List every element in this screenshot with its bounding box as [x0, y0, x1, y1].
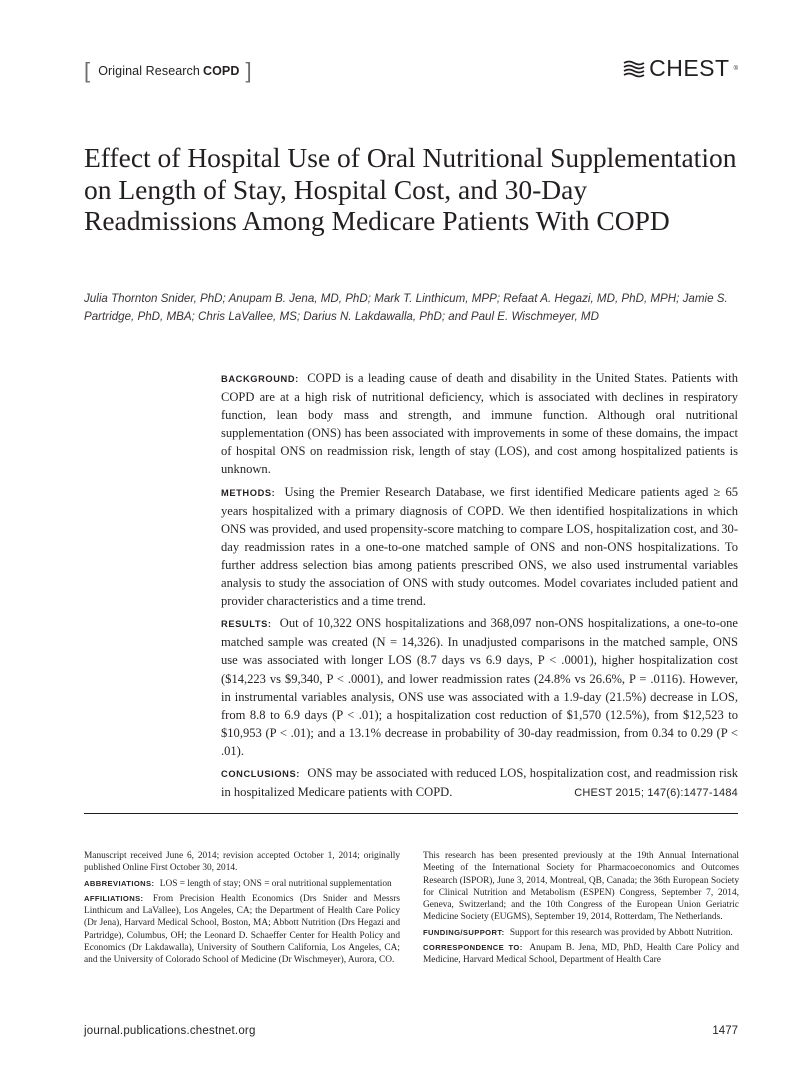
author-list: Julia Thornton Snider, PhD; Anupam B. Jena, MD, PhD; Mark T. Linthicum, MPP; Refaat A. Hegazi, MD, PhD, MPH; Jamie S. Partridge, PhD, MBA; Chris LaVallee, MS; Darius N. Lakdawalla, PhD; and Paul E. Wischmeyer, MD — [84, 292, 728, 323]
chest-logo — [623, 55, 738, 82]
correspondence-heading: CORRESPONDENCE TO: — [423, 943, 523, 953]
abstract-results — [221, 614, 738, 760]
section-label — [98, 64, 239, 78]
journal-url[interactable]: journal.publications.chestnet.org — [84, 1025, 256, 1037]
presentation-note: This research has been presented previously at the 19th Annual International Meeting of the International Society for Pharmacoeconomics and Outcomes Research (ISPOR), June 3, 2014, Montreal, QB, Canada; the 36th European Society for Clinical Nutrition and Metabolism (ESPEN) Congress, September 7, 2014, Geneva, Switzerland; and the 10th Congress of the European Union Geriatric Medicine Society (EUGMS), September 19, 2014, Rotterdam, The Netherlands. — [423, 851, 739, 923]
footnote-divider — [84, 813, 738, 814]
brand-name: CHEST — [649, 55, 730, 81]
abstract-background — [221, 369, 738, 479]
citation: CHEST 2015; 147(6):1477-1484 — [574, 787, 738, 800]
conclusions-text: ONS may be associated with reduced LOS, hospitalization cost, and readmission risk in hospitalized Medicare patients with COPD. — [221, 765, 738, 800]
abbreviations-text: LOS = length of stay; ONS = oral nutritional supplementation — [159, 878, 392, 889]
left-bracket: [ — [84, 58, 91, 83]
footnotes-right — [423, 850, 739, 970]
methods-heading: METHODS: — [221, 487, 276, 498]
abstract-methods — [221, 483, 738, 611]
abstract-conclusions — [221, 764, 738, 801]
section-tag — [84, 60, 252, 82]
footnotes-left — [84, 850, 400, 970]
abbreviations — [84, 878, 400, 890]
affiliations-text: From Precision Health Economics (Drs Snider and Messrs Linthicum and LaVallee), Los Angeles, CA; the Department of Health Care Policy (Dr Jena), Harvard Medical School, Boston, MA; Abbott Nutrition (Drs Hegazi and Partridge), Columbus, OH; the Leonard D. Schaeffer Center for Health Policy and Economics (Dr Lakdawalla), University of Southern California, Los Angeles, CA; and the University of Colorado School of Medicine (Dr Wischmeyer), Aurora, CO. — [84, 893, 400, 966]
section-topic: COPD — [202, 64, 240, 78]
results-heading: RESULTS: — [221, 619, 272, 630]
section-label-text: Original Research — [98, 64, 200, 78]
correspondence — [423, 942, 739, 967]
correspondence-text: Anupam B. Jena, MD, PhD, Health Care Policy and Medicine, Harvard Medical School, Department of Health Care — [423, 943, 739, 966]
results-text: Out of 10,322 ONS hospitalizations and 368,097 non-ONS hospitalizations, a one-to-one matched sample was created (N = 14,326). In unadjusted comparisons in the matched sample, ONS use was associated with longer LOS (8.7 days vs 6.9 days, P < .0001), higher hospitalization cost ($14,223 vs $9,340, P < .0001), and lower readmission rates (24.8% vs 26.6%, P = .0116). However, in instrumental variables analysis, ONS use was associated with a 1.9-day (21.5%) decrease in LOS, from 8.8 to 6.9 days (P < .01); a hospitalization cost reduction of $1,570 (12.5%), from $12,523 to $10,953 (P < .01); and a 13.1% decrease in probability of 30-day readmission, from 0.34 to 0.29 (P < .01). — [221, 616, 738, 758]
methods-text: Using the Premier Research Database, we first identified Medicare patients aged ≥ 65 years hospitalized with a primary diagnosis of COPD. We then identified hospitalizations in which ONS was provided, and used propensity-score matching to compare LOS, hospitalization cost, and 30-day readmission rates in a one-to-one matched sample of ONS and non-ONS hospitalizations. To further address selection bias among patients prescribed ONS, we also used instrumental variables analysis to study the association of ONS with study outcomes. Model covariates included patient and provider characteristics and a time trend. — [221, 484, 738, 609]
page-number: 1477 — [712, 1025, 738, 1037]
background-text: COPD is a leading cause of death and disability in the United States. Patients with COPD are at a high risk of nutritional deficiency, which is associated with declines in respiratory function, lean body mass and strength, and immune function. Although oral nutritional supplementation (ONS) has been associated with improvements in some of these domains, the impact of hospital ONS on readmission risk, length of stay (LOS), and cost among hospitalized patients is unknown. — [221, 371, 739, 477]
article-title: Effect of Hospital Use of Oral Nutritional Supplementation on Length of Stay, Hospital Cost, and 30-Day Readmissions Among Medicare Patients With COPD — [84, 142, 737, 236]
affiliations-heading: AFFILIATIONS: — [84, 893, 144, 903]
funding — [423, 927, 739, 939]
abbreviations-heading: ABBREVIATIONS: — [84, 878, 155, 888]
manuscript-dates: Manuscript received June 6, 2014; revision accepted October 1, 2014; originally published Online First October 30, 2014. — [84, 851, 400, 874]
brand-mark: ® — [733, 65, 738, 72]
right-bracket: ] — [245, 58, 252, 83]
affiliations — [84, 893, 400, 967]
conclusions-heading: CONCLUSIONS: — [221, 768, 300, 779]
funding-heading: FUNDING/SUPPORT: — [423, 927, 505, 937]
abstract — [221, 369, 738, 805]
funding-text: Support for this research was provided by Abbott Nutrition. — [509, 927, 733, 938]
background-heading: BACKGROUND: — [221, 374, 299, 384]
chest-logo-icon — [623, 60, 645, 78]
